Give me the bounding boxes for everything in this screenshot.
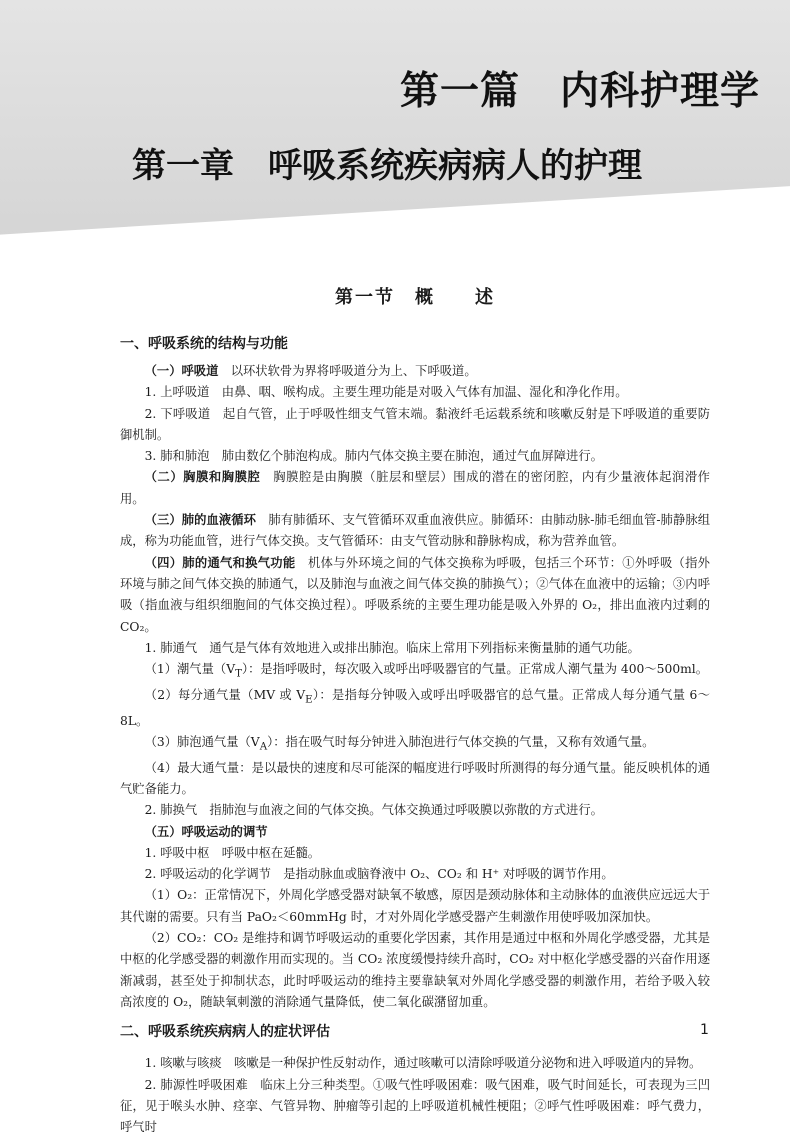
paragraph-respiratory-center: 1. 呼吸中枢 呼吸中枢在延髓。: [144, 845, 321, 860]
paragraph-pulmonary-ventilation: 1. 肺通气 通气是气体有效地进入或排出肺泡。临床上常用下列指标来衡量肺的通气功能。: [144, 640, 640, 655]
subsection-title-symptoms: 二、呼吸系统疾病病人的症状评估: [120, 1024, 330, 1041]
paragraph-upper-airway: 1. 上呼吸道 由鼻、咽、喉构成。主要生理功能是对吸入气体有加温、湿化和净化作用。: [144, 385, 628, 400]
paragraph-alveolar-ventilation: （3）肺泡通气量$(V_A)$：指在吸气时每分钟进入肺泡进行气体交换的气量，又称有效通气量。: [144, 734, 655, 753]
subsection-title-structure: 一、呼吸系统的结构与功能: [120, 336, 288, 352]
paragraph-lead: （二）胸膜和胸膜腔: [144, 470, 261, 485]
section-title: 第一节 概 述: [335, 287, 495, 308]
paragraph-gas-exchange: 2. 肺换气 指肺泡与血液之间的气体交换。气体交换通过呼吸膜以弥散的方式进行。: [144, 803, 603, 818]
paragraph-dyspnea: 2. 肺源性呼吸困难 临床上分三种类型。①吸气性呼吸困难：吸气困难，吸气时间延长，可表现为三凹征，见于喉头水肿、痉挛、气管异物、肿瘤等引起的上呼吸道机械性梗阻；②呼气性呼吸困难：呼气费力，呼气时: [120, 1077, 710, 1135]
paragraph-lead: （四）肺的通气和换气功能: [144, 555, 296, 570]
page-number: 1: [700, 1022, 709, 1038]
page-body: [120, 283, 710, 1138]
paragraph-text: 胸膜腔是由胸膜（脏层和壁层）围成的潜在的密闭腔，内有少量液体起润滑作用。: [120, 470, 710, 506]
paragraph-tidal-volume: （1）潮气量$(V_T)$：是指呼吸时，每次吸入或呼出呼吸器官的气量。正常成人潮气量为 400～500ml。: [144, 662, 709, 680]
paragraph-text: 以环状软骨为界将呼吸道分为上、下呼吸道。: [230, 364, 477, 378]
paragraph-respiratory-tract: [120, 361, 710, 382]
paragraph-text: 机体与外环境之间的气体交换称为呼吸，包括三个环节：①外呼吸（指外环境与肺之间气体交换的肺通气，以及肺泡与血液之间气体交换的肺换气）；②气体在血液中的运输；③内呼吸（指血液与组织细胞间的气体交换过程）。呼吸系统的主要生理功能是吸入外界的 O₂，排出血液内过剩的 CO₂。: [120, 555, 710, 634]
part-title: 第一篇 内科护理学: [400, 69, 761, 114]
paragraph-lower-airway: 2. 下呼吸道 起自气管，止于呼吸性细支气管末端。黏液纤毛运载系统和咳嗽反射是下呼吸道的重要防御机制。: [120, 406, 710, 442]
paragraph-pleura: [120, 467, 710, 510]
paragraph-minute-ventilation: （2）每分通气量（MV 或 $V_E$）：是指每分钟吸入或呼出呼吸器官的总气量。正常成人每分通气量 6～8L。: [120, 687, 710, 728]
paragraph-circulation: [120, 510, 710, 553]
chapter-title: 第一章 呼吸系统疾病病人的护理: [132, 146, 642, 186]
paragraph-cough: 1. 咳嗽与咳痰 咳嗽是一种保护性反射动作，通过咳嗽可以清除呼吸道分泌物和进入呼吸道内的异物。: [144, 1056, 702, 1071]
paragraph-lung-alveoli: 3. 肺和肺泡 肺由数亿个肺泡构成。肺内气体交换主要在肺泡，通过气血屏障进行。: [144, 449, 603, 464]
header-band: [0, 0, 790, 255]
paragraph-chemical-regulation: 2. 呼吸运动的化学调节 是指动脉血或脑脊液中 O₂、CO₂ 和 H⁺ 对呼吸的调节作用。: [144, 867, 614, 882]
paragraph-regulation-heading: （五）呼吸运动的调节: [144, 824, 268, 839]
paragraph-carbon-dioxide: （2）CO₂：CO₂ 是维持和调节呼吸运动的重要化学因素，其作用是通过中枢和外周化学感受器，尤其是中枢的化学感受器的刺激作用而实现的。当 CO₂ 浓度缓慢持续升高时，CO₂ 对中枢化学感受器的兴奋作用逐渐减弱，甚至处于抑制状态，此时呼吸运动的维持主要靠缺氧对外周化学感受器的刺激作用，若给予吸入较高浓度的 O₂，随缺氧刺激的消除通气量降低，使二氧化碳潴留加重。: [120, 931, 710, 1009]
paragraph-oxygen: （1）O₂：正常情况下，外周化学感受器对缺氧不敏感，原因是颈动脉体和主动脉体的血液供应远远大于其代谢的需要。只有当 PaO₂＜60mmHg 时，才对外周化学感受器产生刺激作用使呼吸加深加快。: [120, 888, 710, 924]
paragraph-text: 肺有肺循环、支气管循环双重血液供应。肺循环：由肺动脉-肺毛细血管-肺静脉组成，称为功能血管，进行气体交换。支气管循环：由支气管动脉和静脉构成，称为营养血管。: [120, 513, 710, 549]
paragraph-ventilation-exchange: [120, 553, 710, 638]
paragraph-max-ventilation: （4）最大通气量：是以最快的速度和尽可能深的幅度进行呼吸时所测得的每分通气量。能反映机体的通气贮备能力。: [120, 760, 710, 796]
paragraph-lead: （三）肺的血液循环: [144, 513, 256, 528]
paragraph-lead: （一）呼吸道: [144, 364, 219, 378]
